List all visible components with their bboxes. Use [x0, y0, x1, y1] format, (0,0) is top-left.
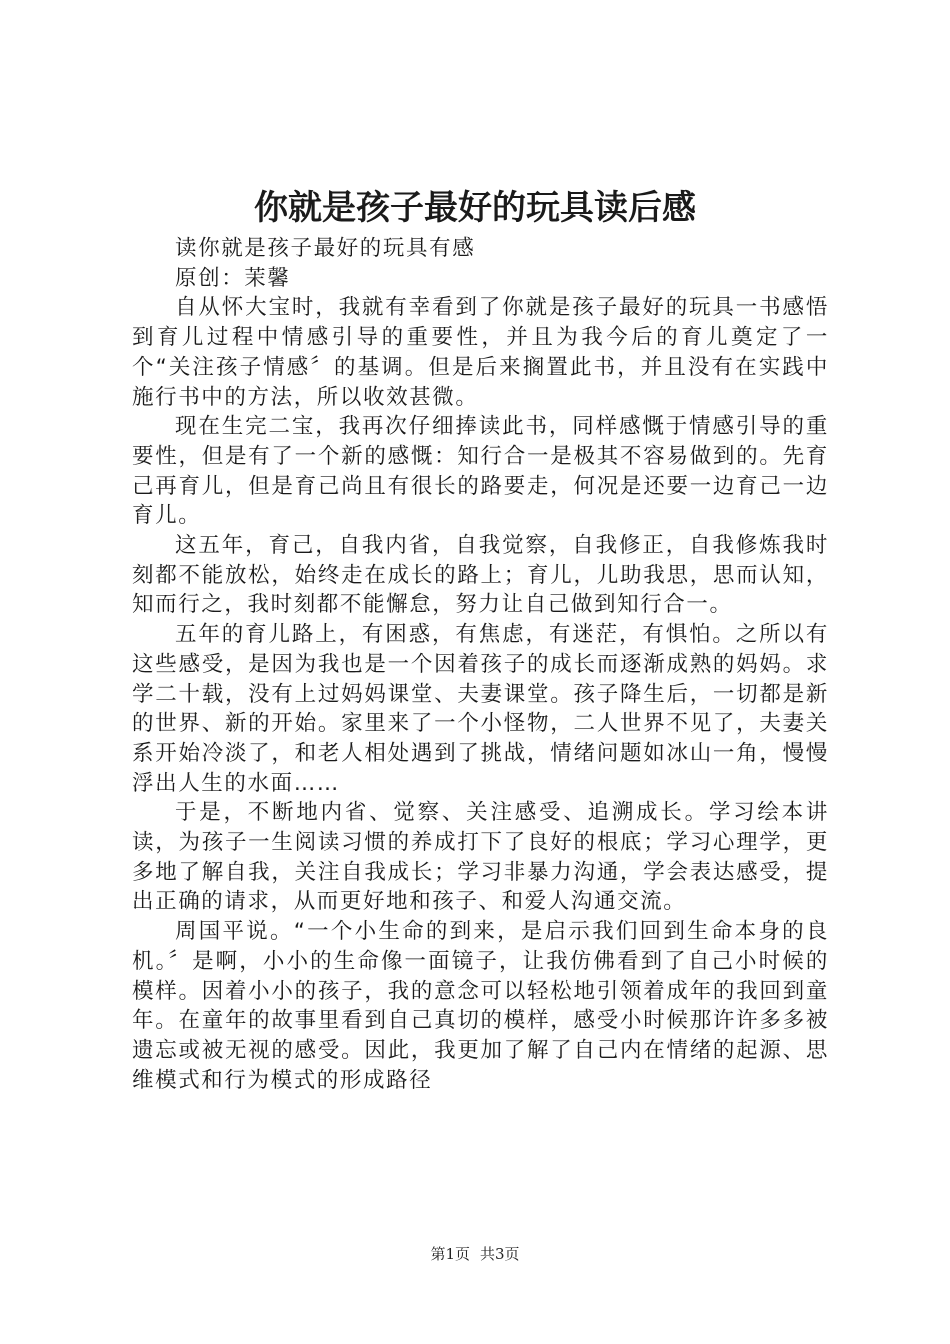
page-footer [0, 1244, 950, 1264]
subtitle-paragraph: 读你就是孩子最好的玩具有感 [175, 236, 476, 261]
body-paragraph: 五年的育儿路上，有困惑，有焦虑，有迷茫，有惧怕。之所以有这些感受，是因为我也是一个因着孩子的成长而逐渐成熟的妈妈。求学二十载，没有上过妈妈课堂、夫妻课堂。孩子降生后，一切都是新的世界、新的开始。家里来了一个小怪物，二人世界不见了，夫妻关系开始冷淡了，和老人相处遇到了挑战，情绪问题如冰山一角，慢慢浮出人生的水面…… [132, 622, 829, 796]
document-title: 你就是孩子最好的玩具读后感 [254, 188, 696, 228]
body-paragraph: 周国平说。“一个小生命的到来，是启示我们回到生命本身的良机。〞是啊，小小的生命像一面镜子，让我仿佛看到了自己小时候的模样。因着小小的孩子，我的意念可以轻松地引领着成年的我回到童年。在童年的故事里看到自己真切的模样，感受小时候那许许多多被遗忘或被无视的感受。因此，我更加了解了自己内在情绪的起源、思维模式和行为模式的形成路径 [132, 919, 829, 1093]
body-paragraph: 自从怀大宝时，我就有幸看到了你就是孩子最好的玩具一书感悟到育儿过程中情感引导的重要性，并且为我今后的育儿奠定了一个“关注孩子情感〞的基调。但是后来搁置此书，并且没有在实践中施行书中的方法，所以收效甚微。 [132, 295, 829, 410]
author-line: 原创：茉馨 [175, 265, 291, 291]
document-body [132, 234, 829, 1095]
body-paragraph: 现在生完二宝，我再次仔细捧读此书，同样感慨于情感引导的重要性，但是有了一个新的感慨：知行合一是极其不容易做到的。先育己再育儿，但是育己尚且有很长的路要走，何况是还要一边育己一边育儿。 [132, 414, 829, 529]
page-number: 第1页 [430, 1245, 470, 1263]
body-paragraph: 这五年，育己，自我内省，自我觉察，自我修正，自我修炼我时刻都不能放松，始终走在成长的路上；育儿，儿助我思，思而认知，知而行之，我时刻都不能懈怠，努力让自己做到知行合一。 [132, 533, 829, 618]
page-total: 共3页 [480, 1245, 520, 1263]
body-paragraph: 于是，不断地内省、觉察、关注感受、追溯成长。学习绘本讲读，为孩子一生阅读习惯的养成打下了良好的根底；学习心理学，更多地了解自我，关注自我成长；学习非暴力沟通，学会表达感受，提出正确的请求，从而更好地和孩子、和爱人沟通交流。 [132, 800, 829, 915]
